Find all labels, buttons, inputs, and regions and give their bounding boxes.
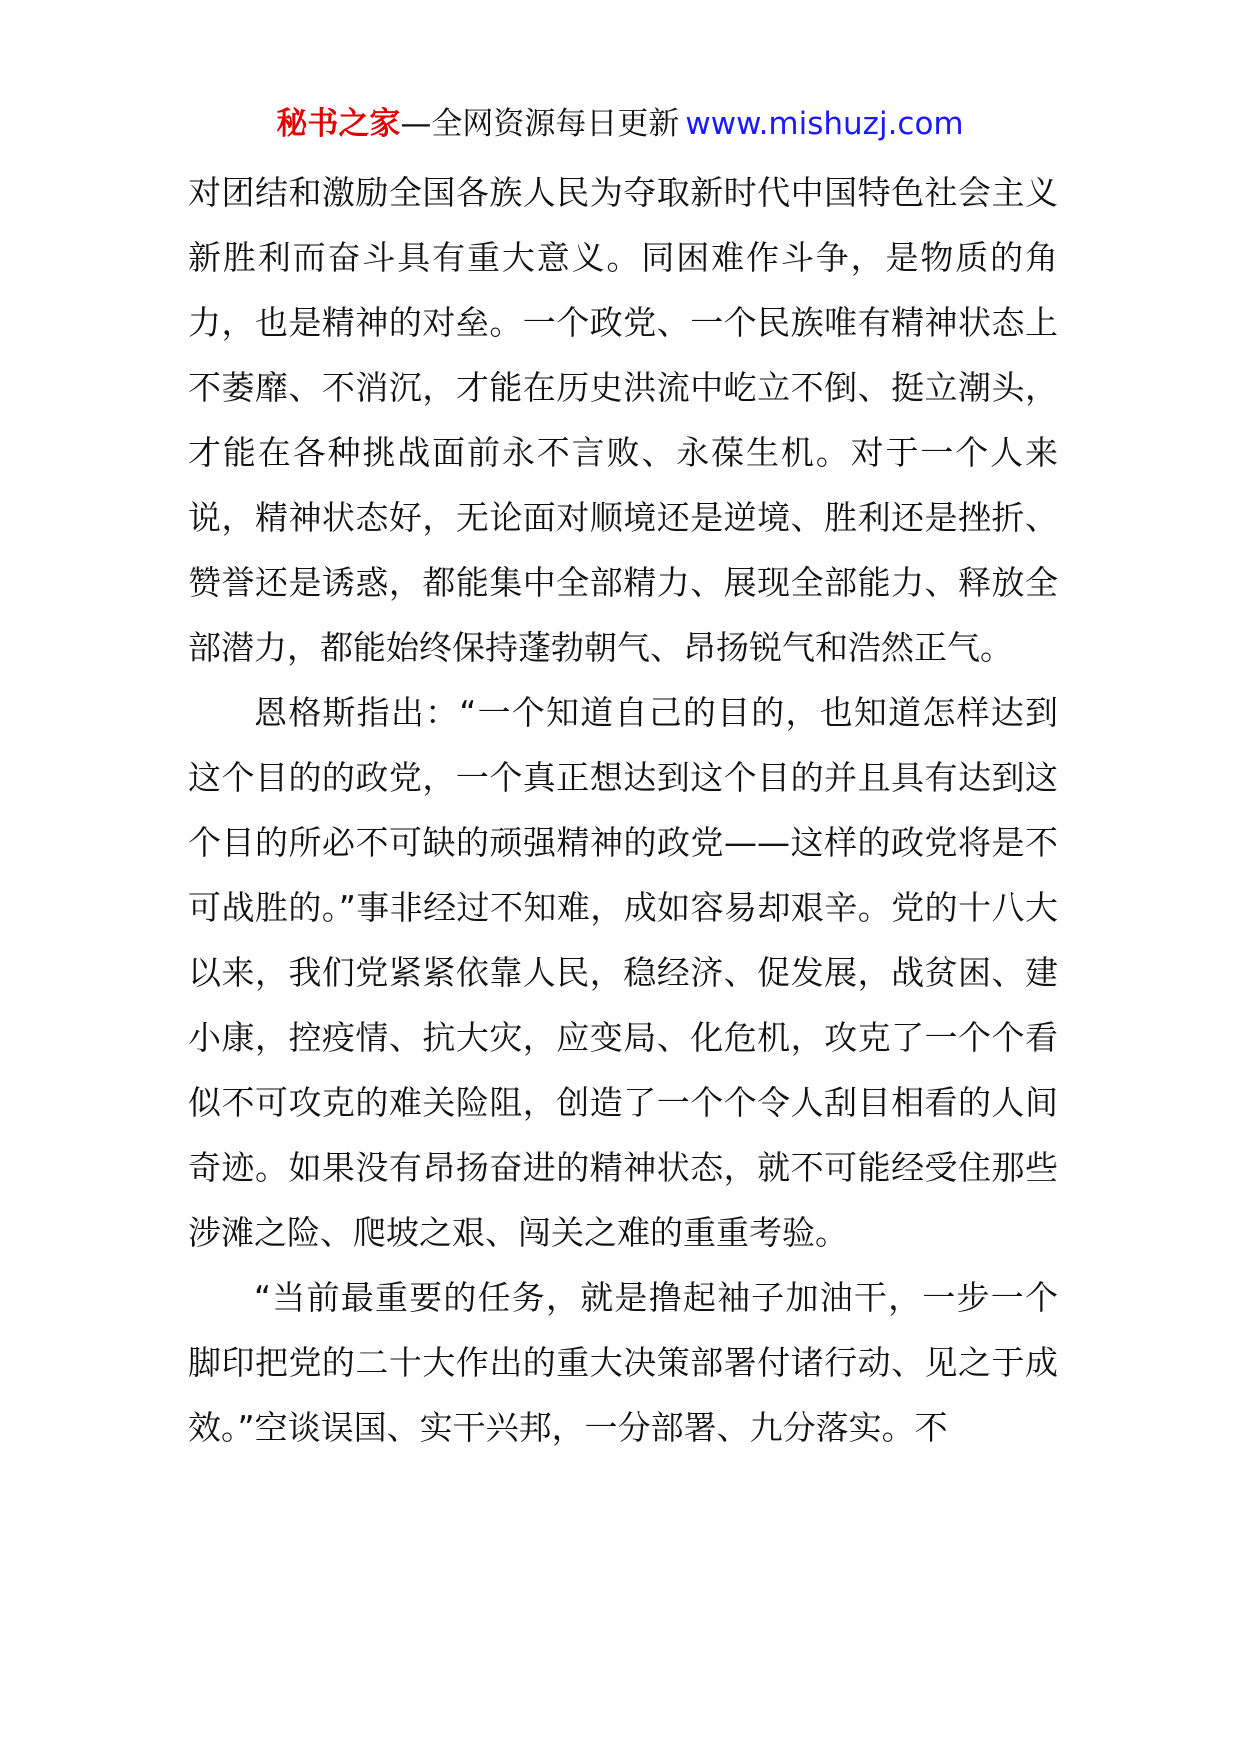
paragraph-2: 恩格斯指出：“一个知道自己的目的，也知道怎样达到这个目的的政党，一个真正想达到这个目的并且具有达到这个目的所必不可缺的顽强精神的政党——这样的政党将是不可战胜的。”事非经过不知难，成如容易却艰辛。党的十八大以来，我们党紧紧依靠人民，稳经济、促发展，战贫困、建小康，控疫情、抗大灾，应变局、化危机，攻克了一个个看似不可攻克的难关险阻，创造了一个个令人刮目相看的人间奇迹。如果没有昂扬奋进的精神状态，就不可能经受住那些涉滩之险、爬坡之艰、闯关之难的重重考验。 xyxy=(188,693,1058,1252)
document-body xyxy=(188,160,1058,1460)
page-header xyxy=(0,100,1240,148)
header-url-link[interactable]: www.mishuzj.com xyxy=(685,106,964,142)
paragraph-1: 对团结和激励全国各族人民为夺取新时代中国特色社会主义新胜利而奋斗具有重大意义。同困难作斗争，是物质的角力，也是精神的对垒。一个政党、一个民族唯有精神状态上不萎靡、不消沉，才能在历史洪流中屹立不倒、挺立潮头，才能在各种挑战面前永不言败、永葆生机。对于一个人来说，精神状态好，无论面对顺境还是逆境、胜利还是挫折、赞誉还是诱惑，都能集中全部精力、展现全部能力、释放全部潜力，都能始终保持蓬勃朝气、昂扬锐气和浩然正气。 xyxy=(188,173,1058,667)
paragraph-3: “当前最重要的任务，就是撸起袖子加油干，一步一个脚印把党的二十大作出的重大决策部署付诸行动、见之于成效。”空谈误国、实干兴邦，一分部署、九分落实。不 xyxy=(188,1278,1058,1447)
header-brand: 秘书之家 xyxy=(276,106,401,142)
header-slogan: —全网资源每日更新 xyxy=(400,106,680,142)
